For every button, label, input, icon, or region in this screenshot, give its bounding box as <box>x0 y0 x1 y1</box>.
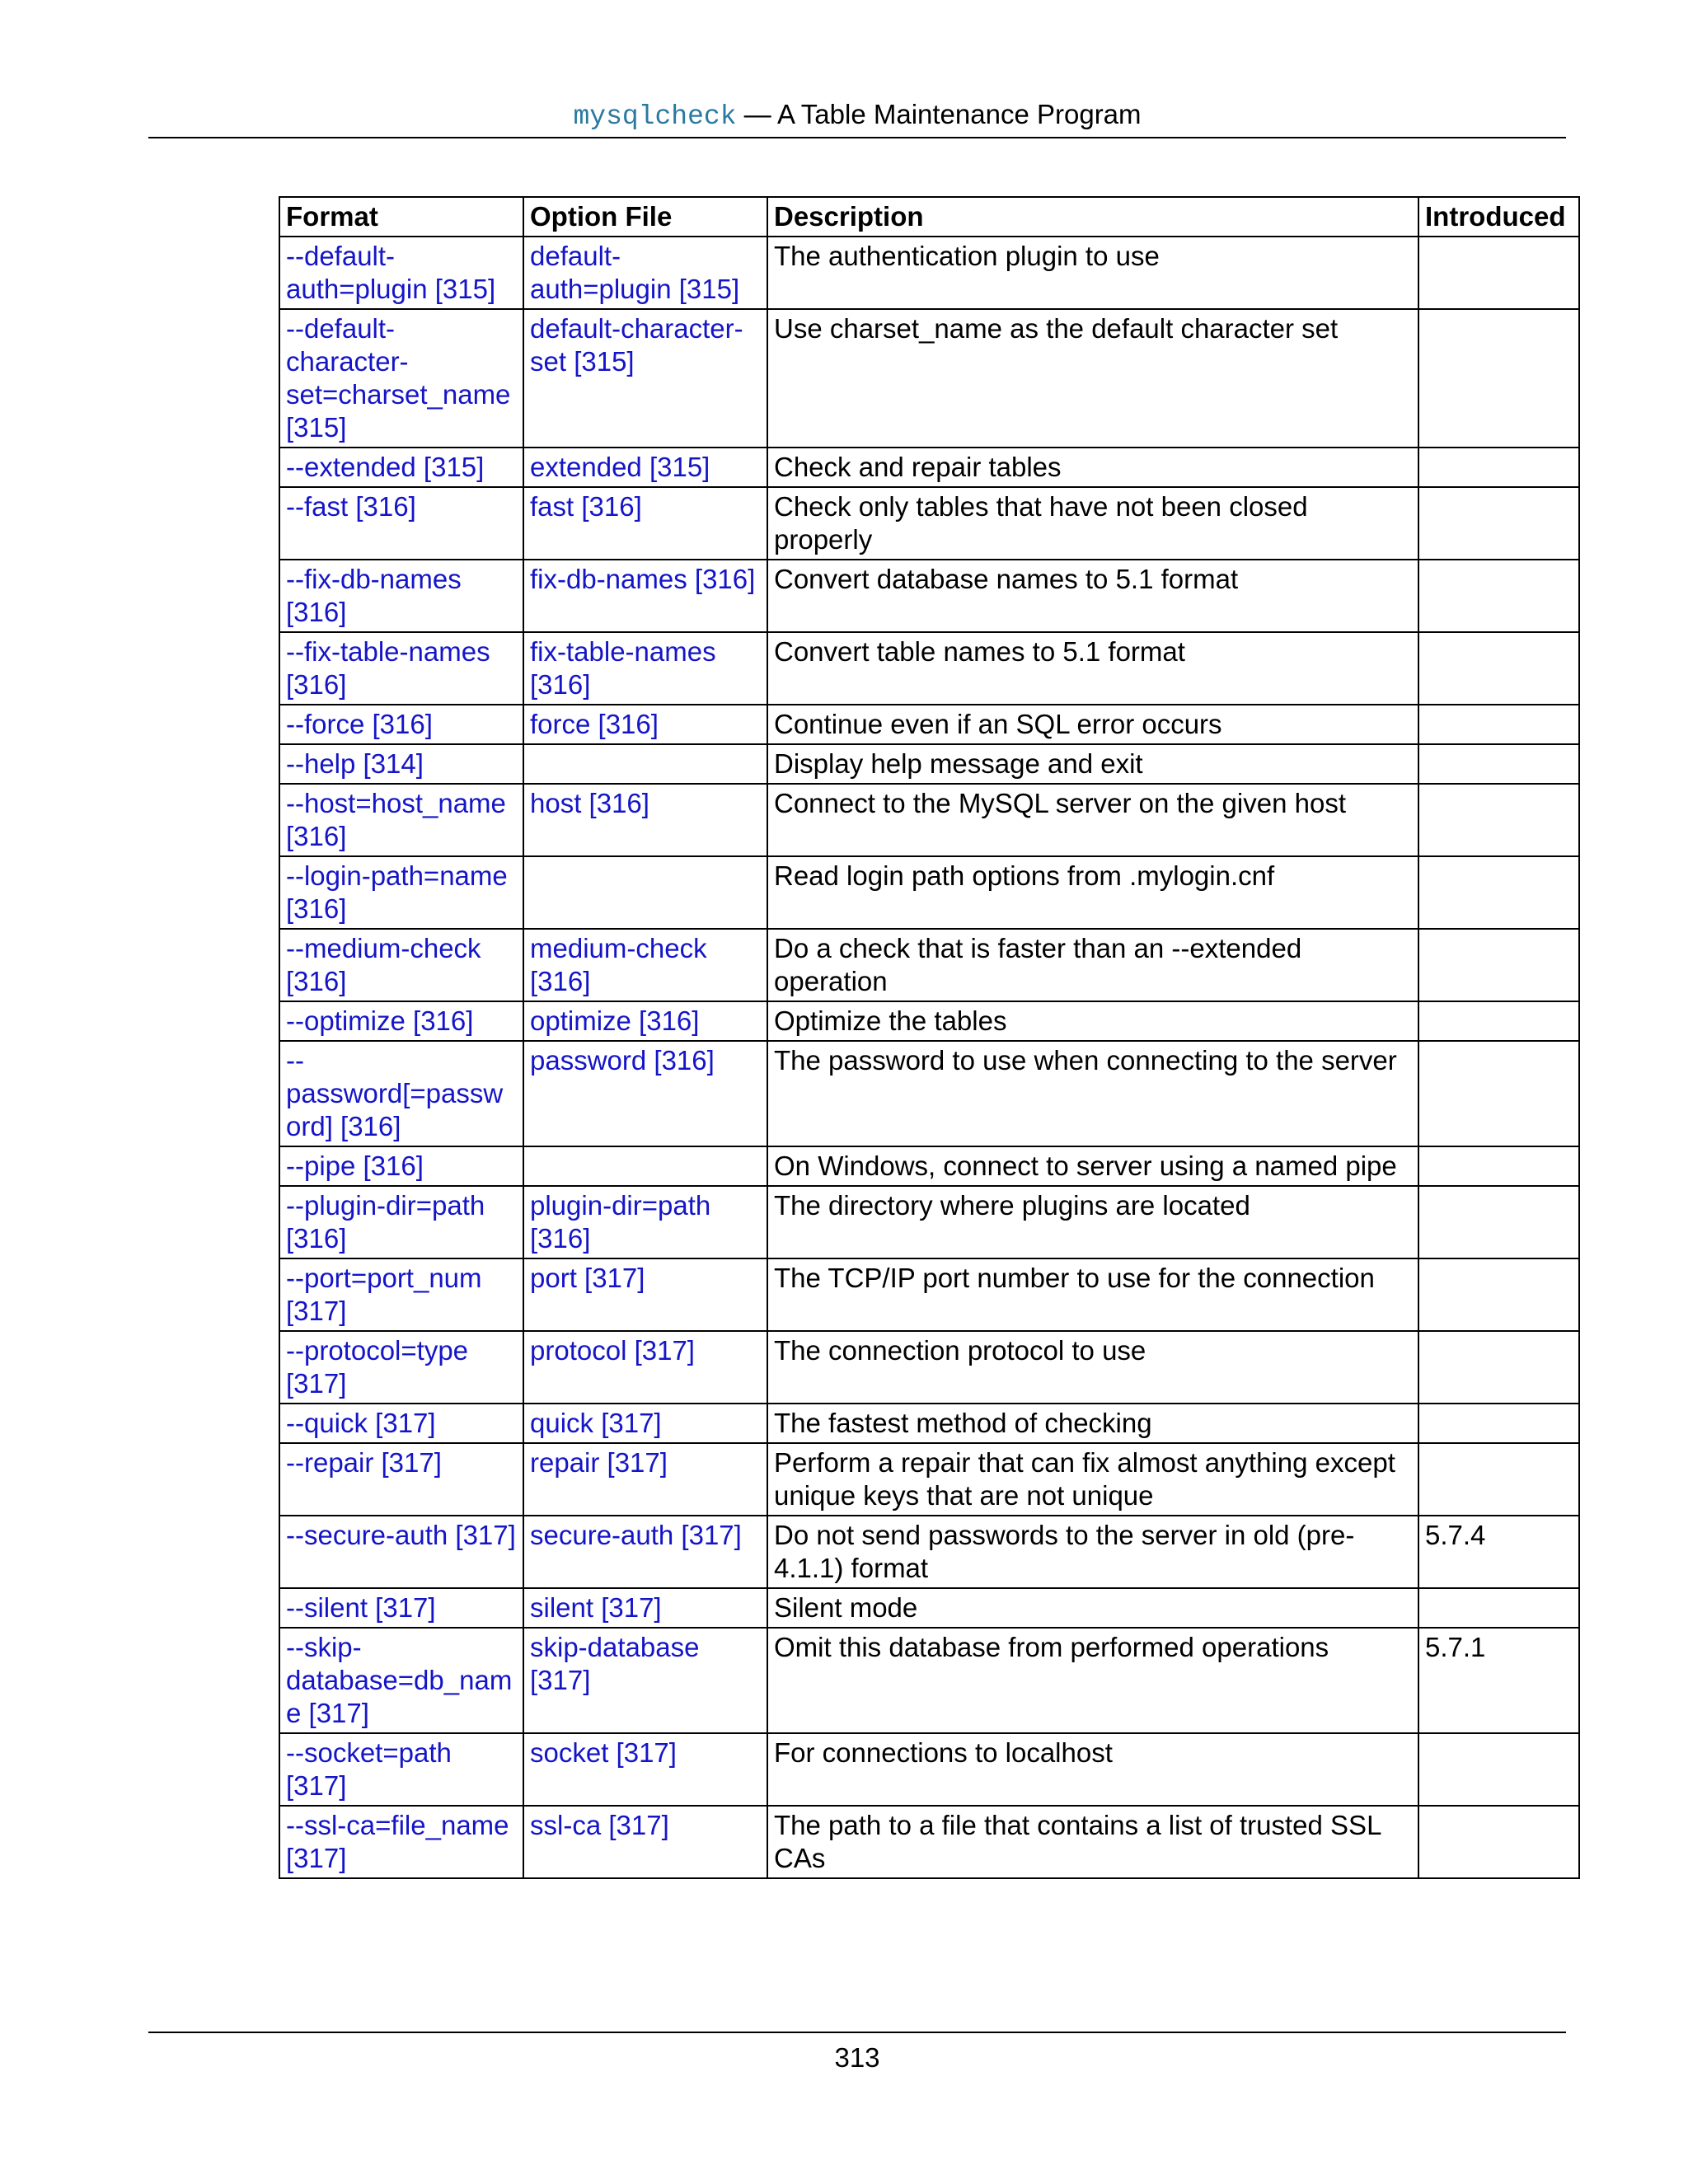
table-row <box>279 487 1579 560</box>
option-file-cell[interactable]: fast [316] <box>523 487 767 560</box>
option-file-cell[interactable]: silent [317] <box>523 1588 767 1628</box>
description-cell: Check and repair tables <box>767 448 1418 487</box>
format-cell[interactable]: --protocol=type [317] <box>279 1331 523 1404</box>
format-cell[interactable]: --silent [317] <box>279 1588 523 1628</box>
option-file-cell[interactable]: medium-check [316] <box>523 929 767 1001</box>
format-cell[interactable]: --secure-auth [317] <box>279 1516 523 1588</box>
option-file-cell <box>523 1146 767 1186</box>
format-cell[interactable]: --repair [317] <box>279 1443 523 1516</box>
introduced-cell: 5.7.1 <box>1418 1628 1579 1733</box>
introduced-cell <box>1418 1588 1579 1628</box>
column-header-description: Description <box>767 197 1418 237</box>
description-cell: The path to a file that contains a list of trusted SSL CAs <box>767 1806 1418 1878</box>
description-cell: Silent mode <box>767 1588 1418 1628</box>
option-file-cell[interactable]: protocol [317] <box>523 1331 767 1404</box>
introduced-cell <box>1418 1806 1579 1878</box>
description-cell: The connection protocol to use <box>767 1331 1418 1404</box>
format-cell[interactable]: --fix-table-names [316] <box>279 632 523 705</box>
table-row <box>279 309 1579 448</box>
description-cell: On Windows, connect to server using a named pipe <box>767 1146 1418 1186</box>
option-file-cell[interactable]: port [317] <box>523 1258 767 1331</box>
introduced-cell <box>1418 448 1579 487</box>
table-row <box>279 784 1579 856</box>
option-file-cell <box>523 856 767 929</box>
introduced-cell <box>1418 237 1579 309</box>
option-file-cell[interactable]: skip-database [317] <box>523 1628 767 1733</box>
introduced-cell <box>1418 1404 1579 1443</box>
option-file-cell[interactable]: default-character-set [315] <box>523 309 767 448</box>
introduced-cell <box>1418 1146 1579 1186</box>
program-name: mysqlcheck <box>573 101 737 132</box>
introduced-cell <box>1418 1258 1579 1331</box>
option-file-cell[interactable]: password [316] <box>523 1041 767 1146</box>
table-row <box>279 1806 1579 1878</box>
format-cell[interactable]: --fast [316] <box>279 487 523 560</box>
table-row <box>279 1146 1579 1186</box>
introduced-cell <box>1418 632 1579 705</box>
table-row <box>279 1186 1579 1258</box>
option-file-cell[interactable]: ssl-ca [317] <box>523 1806 767 1878</box>
format-cell[interactable]: --default-character-set=charset_name [315] <box>279 309 523 448</box>
format-cell[interactable]: --host=host_name [316] <box>279 784 523 856</box>
description-cell: Omit this database from performed operations <box>767 1628 1418 1733</box>
option-file-cell[interactable]: fix-table-names [316] <box>523 632 767 705</box>
format-cell[interactable]: --plugin-dir=path [316] <box>279 1186 523 1258</box>
table-row <box>279 856 1579 929</box>
introduced-cell <box>1418 1186 1579 1258</box>
table-row <box>279 448 1579 487</box>
description-cell: The directory where plugins are located <box>767 1186 1418 1258</box>
format-cell[interactable]: --pipe [316] <box>279 1146 523 1186</box>
format-cell[interactable]: --extended [315] <box>279 448 523 487</box>
introduced-cell <box>1418 1331 1579 1404</box>
description-cell: Continue even if an SQL error occurs <box>767 705 1418 744</box>
table-row <box>279 560 1579 632</box>
option-file-cell <box>523 744 767 784</box>
header-title: — A Table Maintenance Program <box>736 99 1142 129</box>
introduced-cell: 5.7.4 <box>1418 1516 1579 1588</box>
option-file-cell[interactable]: force [316] <box>523 705 767 744</box>
format-cell[interactable]: --fix-db-names [316] <box>279 560 523 632</box>
description-cell: Connect to the MySQL server on the given host <box>767 784 1418 856</box>
table-row <box>279 1516 1579 1588</box>
description-cell: Read login path options from .mylogin.cnf <box>767 856 1418 929</box>
format-cell[interactable]: --socket=path [317] <box>279 1733 523 1806</box>
table-row <box>279 632 1579 705</box>
table-row <box>279 1258 1579 1331</box>
description-cell: Convert table names to 5.1 format <box>767 632 1418 705</box>
introduced-cell <box>1418 309 1579 448</box>
introduced-cell <box>1418 929 1579 1001</box>
introduced-cell <box>1418 1041 1579 1146</box>
option-file-cell[interactable]: quick [317] <box>523 1404 767 1443</box>
introduced-cell <box>1418 560 1579 632</box>
table-row <box>279 1041 1579 1146</box>
footer-rule <box>148 2032 1566 2033</box>
table-row <box>279 1001 1579 1041</box>
format-cell[interactable]: --login-path=name [316] <box>279 856 523 929</box>
format-cell[interactable]: --medium-check [316] <box>279 929 523 1001</box>
description-cell: The password to use when connecting to the server <box>767 1041 1418 1146</box>
format-cell[interactable]: --ssl-ca=file_name [317] <box>279 1806 523 1878</box>
column-header-format: Format <box>279 197 523 237</box>
column-header-option-file: Option File <box>523 197 767 237</box>
description-cell: The TCP/IP port number to use for the connection <box>767 1258 1418 1331</box>
description-cell: Use charset_name as the default character set <box>767 309 1418 448</box>
option-file-cell[interactable]: repair [317] <box>523 1443 767 1516</box>
option-file-cell[interactable]: socket [317] <box>523 1733 767 1806</box>
description-cell: Convert database names to 5.1 format <box>767 560 1418 632</box>
format-cell[interactable]: --skip-database=db_name [317] <box>279 1628 523 1733</box>
introduced-cell <box>1418 705 1579 744</box>
format-cell[interactable]: --password[=password] [316] <box>279 1041 523 1146</box>
format-cell[interactable]: --default-auth=plugin [315] <box>279 237 523 309</box>
table-row <box>279 1733 1579 1806</box>
description-cell: Do not send passwords to the server in old (pre-4.1.1) format <box>767 1516 1418 1588</box>
table-body <box>279 237 1579 1878</box>
header-rule <box>148 137 1566 138</box>
description-cell: For connections to localhost <box>767 1733 1418 1806</box>
introduced-cell <box>1418 744 1579 784</box>
introduced-cell <box>1418 1443 1579 1516</box>
table-row <box>279 705 1579 744</box>
page-number: 313 <box>834 2042 880 2073</box>
option-file-cell[interactable]: optimize [316] <box>523 1001 767 1041</box>
description-cell: The authentication plugin to use <box>767 237 1418 309</box>
table-row <box>279 1628 1579 1733</box>
format-cell[interactable]: --help [314] <box>279 744 523 784</box>
format-cell[interactable]: --port=port_num [317] <box>279 1258 523 1331</box>
table-header-row <box>279 197 1579 237</box>
table-row <box>279 237 1579 309</box>
introduced-cell <box>1418 487 1579 560</box>
description-cell: The fastest method of checking <box>767 1404 1418 1443</box>
description-cell: Perform a repair that can fix almost anything except unique keys that are not unique <box>767 1443 1418 1516</box>
table-row <box>279 1588 1579 1628</box>
table-row <box>279 1331 1579 1404</box>
table-row <box>279 744 1579 784</box>
format-cell[interactable]: --force [316] <box>279 705 523 744</box>
format-cell[interactable]: --quick [317] <box>279 1404 523 1443</box>
introduced-cell <box>1418 1001 1579 1041</box>
option-file-cell[interactable]: extended [315] <box>523 448 767 487</box>
table-row <box>279 929 1579 1001</box>
format-cell[interactable]: --optimize [316] <box>279 1001 523 1041</box>
options-table <box>279 196 1580 1879</box>
column-header-introduced: Introduced <box>1418 197 1579 237</box>
option-file-cell[interactable]: host [316] <box>523 784 767 856</box>
description-cell: Check only tables that have not been closed properly <box>767 487 1418 560</box>
description-cell: Optimize the tables <box>767 1001 1418 1041</box>
option-file-cell[interactable]: secure-auth [317] <box>523 1516 767 1588</box>
description-cell: Display help message and exit <box>767 744 1418 784</box>
table-row <box>279 1443 1579 1516</box>
table-row <box>279 1404 1579 1443</box>
introduced-cell <box>1418 1733 1579 1806</box>
description-cell: Do a check that is faster than an --extended operation <box>767 929 1418 1001</box>
introduced-cell <box>1418 784 1579 856</box>
introduced-cell <box>1418 856 1579 929</box>
option-file-cell[interactable]: default-auth=plugin [315] <box>523 237 767 309</box>
page-header <box>148 94 1566 135</box>
option-file-cell[interactable]: plugin-dir=path [316] <box>523 1186 767 1258</box>
option-file-cell[interactable]: fix-db-names [316] <box>523 560 767 632</box>
